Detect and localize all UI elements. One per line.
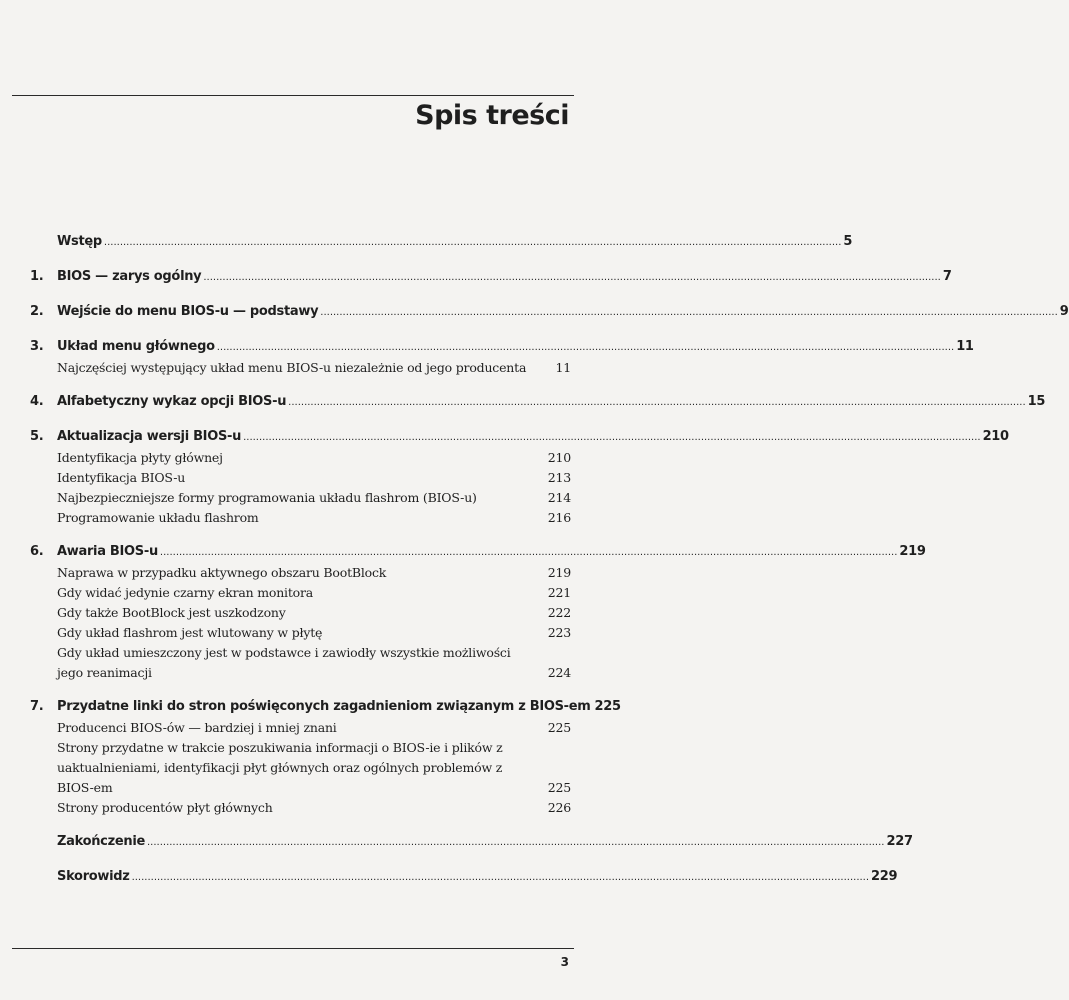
subentry-title: Gdy także BootBlock jest uszkodzony (57, 605, 286, 620)
chapter-number: 4. (30, 394, 44, 409)
chapter-title: Układ menu głównego (57, 339, 215, 354)
subentry-title: Gdy widać jedynie czarny ekran monitora (57, 585, 314, 600)
subentry-page-number: 222 (547, 605, 571, 620)
chapter-number: 6. (30, 544, 44, 559)
toc-chapter-line (30, 302, 1069, 323)
chapter-number: 7. (30, 699, 44, 714)
toc-chapter (30, 337, 974, 378)
chapter-title: Alfabetyczny wykaz opcji BIOS-u (57, 394, 287, 409)
dot-leader (288, 393, 1025, 413)
toc-subentry (30, 488, 571, 508)
chapter-title: Skorowidz (57, 869, 130, 884)
chapter-page-number: 15 (1027, 394, 1046, 409)
dot-leader (132, 868, 869, 888)
subentry-page-number: 224 (547, 665, 571, 680)
bottom-rule (12, 948, 574, 949)
toc-subentry (30, 623, 571, 643)
chapter-page-number: 11 (956, 339, 974, 354)
subentry-title: Strony producentów płyt głównych (57, 800, 273, 815)
toc-subentry (30, 738, 571, 798)
subentry-page-number: 210 (547, 450, 571, 465)
subentry-page-number: 214 (547, 490, 571, 505)
subentry-title: Naprawa w przypadku aktywnego obszaru BootBlock (57, 565, 387, 580)
chapter-number: 5. (30, 429, 44, 444)
toc-subentry (30, 718, 571, 738)
toc-chapter-line (30, 867, 898, 888)
chapter-title: Aktualizacja wersji BIOS-u (57, 429, 242, 444)
chapter-number: 2. (30, 304, 44, 319)
toc-subentry (30, 798, 571, 818)
toc-chapter (30, 232, 853, 253)
subentry-title: Identyfikacja płyty głównej (57, 450, 223, 465)
table-of-contents (30, 232, 1069, 902)
toc-subentry (30, 583, 571, 603)
subentry-page-number: 225 (547, 720, 571, 735)
toc-subentry (30, 448, 571, 468)
chapter-title: Wstęp (57, 234, 102, 249)
chapter-title: Awaria BIOS-u (57, 544, 158, 559)
dot-leader (203, 268, 940, 288)
toc-subentry (30, 508, 571, 528)
page-number: 3 (560, 955, 569, 969)
toc-chapter (30, 697, 621, 818)
subentry-page-number: 216 (547, 510, 571, 525)
chapter-title: Zakończenie (57, 834, 145, 849)
chapter-page-number: 227 (886, 834, 913, 849)
subentry-title: Programowanie układu flashrom (57, 510, 259, 525)
subentry-page-number: 213 (547, 470, 571, 485)
chapter-title: BIOS — zarys ogólny (57, 269, 202, 284)
toc-chapter-line (30, 232, 853, 253)
toc-chapter (30, 832, 913, 853)
chapter-number: 1. (30, 269, 44, 284)
chapter-number: 3. (30, 339, 44, 354)
subentry-page-number: 11 (555, 360, 571, 375)
subentry-page-number: 223 (547, 625, 571, 640)
toc-chapter (30, 302, 1069, 323)
toc-chapter-line (30, 337, 974, 358)
chapter-page-number: 225 (594, 699, 621, 714)
toc-subentry (30, 603, 571, 623)
dot-leader (243, 428, 980, 448)
toc-chapter (30, 542, 926, 683)
subentry-title: Strony przydatne w trakcie poszukiwania informacji o BIOS-ie i plików z uaktualnieniami, identyfikacji płyt głównych oraz ogólnych problemów z BIOS-em (57, 740, 503, 795)
chapter-page-number: 9 (1059, 304, 1069, 319)
toc-subentry (30, 563, 571, 583)
toc-chapter (30, 867, 898, 888)
dot-leader (104, 233, 841, 253)
toc-chapter (30, 392, 1046, 413)
subentry-page-number: 225 (547, 780, 571, 795)
toc-chapter (30, 267, 952, 288)
chapter-title: Przydatne linki do stron poświęconych zagadnieniom związanym z BIOS-em (57, 699, 591, 714)
top-rule (12, 95, 574, 96)
toc-chapter-line (30, 542, 926, 563)
page-title: Spis treści (415, 100, 569, 131)
subentry-page-number: 221 (547, 585, 571, 600)
toc-subentry (30, 358, 571, 378)
subentry-title: Najbezpieczniejsze formy programowania układu flashrom (BIOS-u) (57, 490, 477, 505)
chapter-page-number: 229 (871, 869, 898, 884)
toc-subentry (30, 468, 571, 488)
toc-chapter (30, 427, 1009, 528)
chapter-page-number: 210 (982, 429, 1009, 444)
toc-chapter-line (30, 427, 1009, 448)
dot-leader (147, 833, 884, 853)
toc-chapter-line (30, 697, 621, 718)
chapter-title: Wejście do menu BIOS-u — podstawy (57, 304, 319, 319)
toc-chapter-line (30, 392, 1046, 413)
subentry-title: Najczęściej występujący układ menu BIOS-u niezależnie od jego producenta (57, 360, 527, 375)
dot-leader (160, 543, 897, 563)
subentry-page-number: 226 (547, 800, 571, 815)
toc-subentry (30, 643, 571, 683)
dot-leader (320, 303, 1057, 323)
subentry-title: Producenci BIOS-ów — bardziej i mniej znani (57, 720, 337, 735)
chapter-page-number: 219 (899, 544, 926, 559)
toc-chapter-line (30, 832, 913, 853)
dot-leader (217, 338, 954, 358)
subentry-title: Gdy układ umieszczony jest w podstawce i zawiodły wszystkie możliwości jego reanimacji (57, 645, 511, 680)
toc-chapter-line (30, 267, 952, 288)
subentry-title: Gdy układ flashrom jest wlutowany w płytę (57, 625, 323, 640)
chapter-page-number: 7 (942, 269, 952, 284)
subentry-title: Identyfikacja BIOS-u (57, 470, 186, 485)
chapter-page-number: 5 (843, 234, 853, 249)
subentry-page-number: 219 (547, 565, 571, 580)
